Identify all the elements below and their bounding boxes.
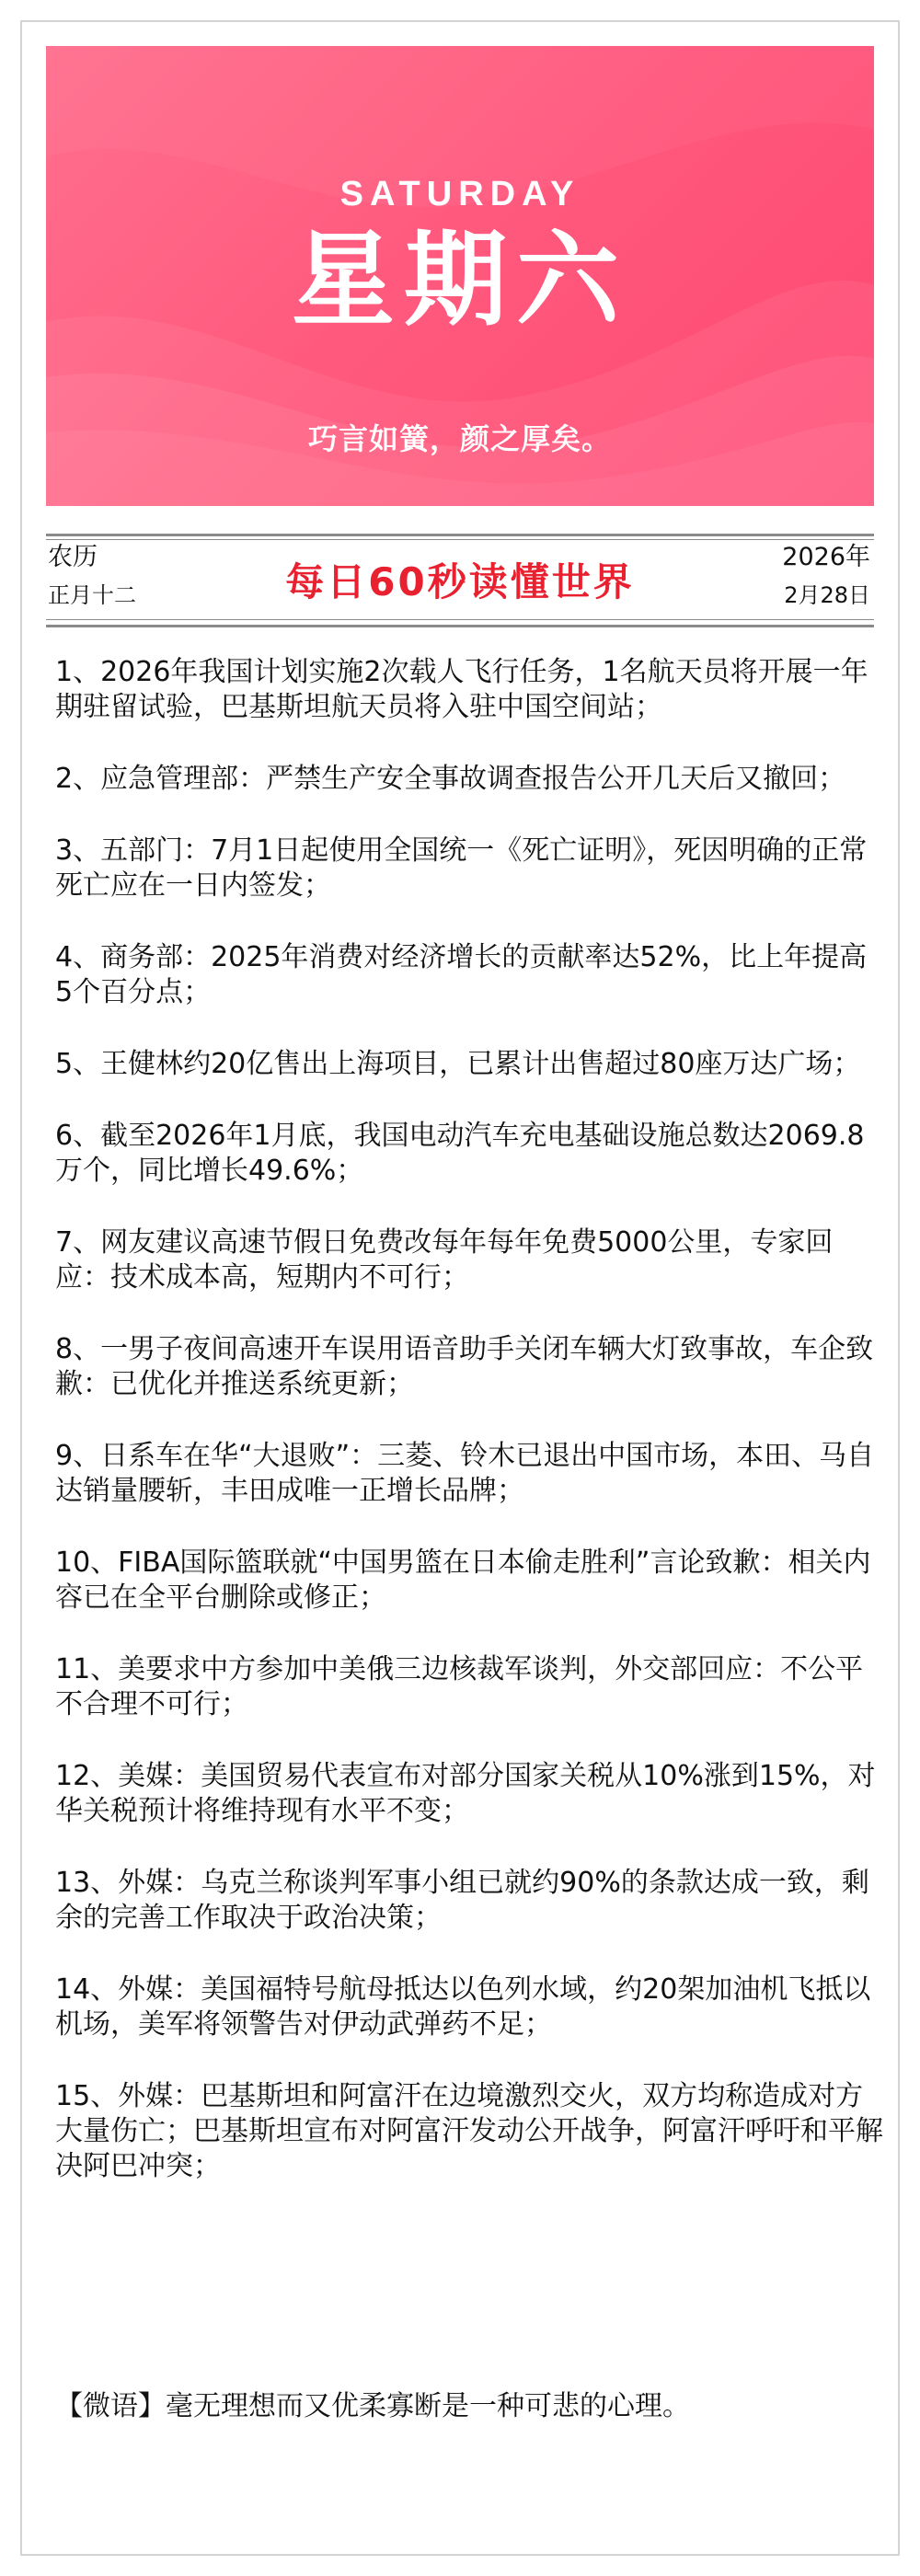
news-item-13: 13、外媒：乌克兰称谈判军事小组已就约90%的条款达成一致，剩余的完善工作取决于政治决策； (55, 1867, 869, 1934)
year-label: 2026年 (782, 543, 870, 571)
news-item-7: 7、网友建议高速节假日免费改每年每年免费5000公里，专家回应：技术成本高，短期内不可行； (55, 1226, 834, 1294)
news-item-6: 6、截至2026年1月底，我国电动汽车充电基础设施总数达2069.8万个，同比增长49.6%； (55, 1120, 865, 1187)
header-quote: 巧言如簧，颜之厚矣。 (307, 421, 612, 456)
news-item-12: 12、美媒：美国贸易代表宣布对部分国家关税从10%涨到15%，对华关税预计将维持现有水平不变； (55, 1760, 876, 1827)
dateline-top-rule-thin (46, 539, 874, 540)
news-item-2: 2、应急管理部：严禁生产安全事故调查报告公开几天后又撤回； (55, 763, 846, 795)
news-item-14: 14、外媒：美国福特号航母抵达以色列水域，约20架加油机飞抵以机场，美军将领警告对伊动武弹药不足； (55, 1973, 871, 2041)
day-english: SATURDAY (339, 175, 581, 213)
news-item-15: 15、外媒：巴基斯坦和阿富汗在边境激烈交火，双方均称造成对方大量伤亡；巴基斯坦宣布对阿富汗发动公开战争，阿富汗呼吁和平解决阿巴冲突； (55, 2080, 883, 2182)
news-item-10: 10、FIBA国际篮联就“中国男篮在日本偷走胜利”言论致歉：相关内容已在全平台删除或修正； (55, 1547, 871, 1614)
dateline-top-rule (46, 534, 874, 536)
news-item-1: 1、2026年我国计划实施2次载人飞行任务，1名航天员将开展一年期驻留试验，巴基斯坦航天员将入驻中国空间站； (55, 656, 868, 723)
header-banner (46, 46, 874, 506)
news-item-3: 3、五部门：7月1日起使用全国统一《死亡证明》，死因明确的正常死亡应在一日内签发； (55, 834, 868, 902)
day-chinese: 星期六 (292, 221, 628, 340)
daily-quote: 【微语】毫无理想而又优柔寡断是一种可悲的心理。 (55, 2390, 690, 2422)
dateline-bottom-rule-thin (46, 619, 874, 620)
news-item-4: 4、商务部：2025年消费对经济增长的贡献率达52%，比上年提高5个百分点； (55, 941, 868, 1008)
news-item-5: 5、王健林约20亿售出上海项目，已累计出售超过80座万达广场； (55, 1048, 861, 1080)
news-item-8: 8、一男子夜间高速开车误用语音助手关闭车辆大灯致事故，车企致歉：已优化并推送系统更新； (55, 1333, 874, 1400)
news-item-9: 9、日系车在华“大退败”：三菱、铃木已退出中国市场，本田、马自达销量腰斩，丰田成唯一正增长品牌； (55, 1440, 875, 1507)
news-list (55, 655, 883, 2221)
dateline-bottom-rule (46, 625, 874, 627)
section-title: 每日60秒读懂世界 (285, 559, 635, 604)
lunar-label: 农历 (48, 543, 98, 571)
month-day-label: 2月28日 (784, 582, 870, 608)
lunar-date: 正月十二 (48, 582, 136, 608)
news-item-11: 11、美要求中方参加中美俄三边核裁军谈判，外交部回应：不公平不合理不可行； (55, 1653, 864, 1720)
